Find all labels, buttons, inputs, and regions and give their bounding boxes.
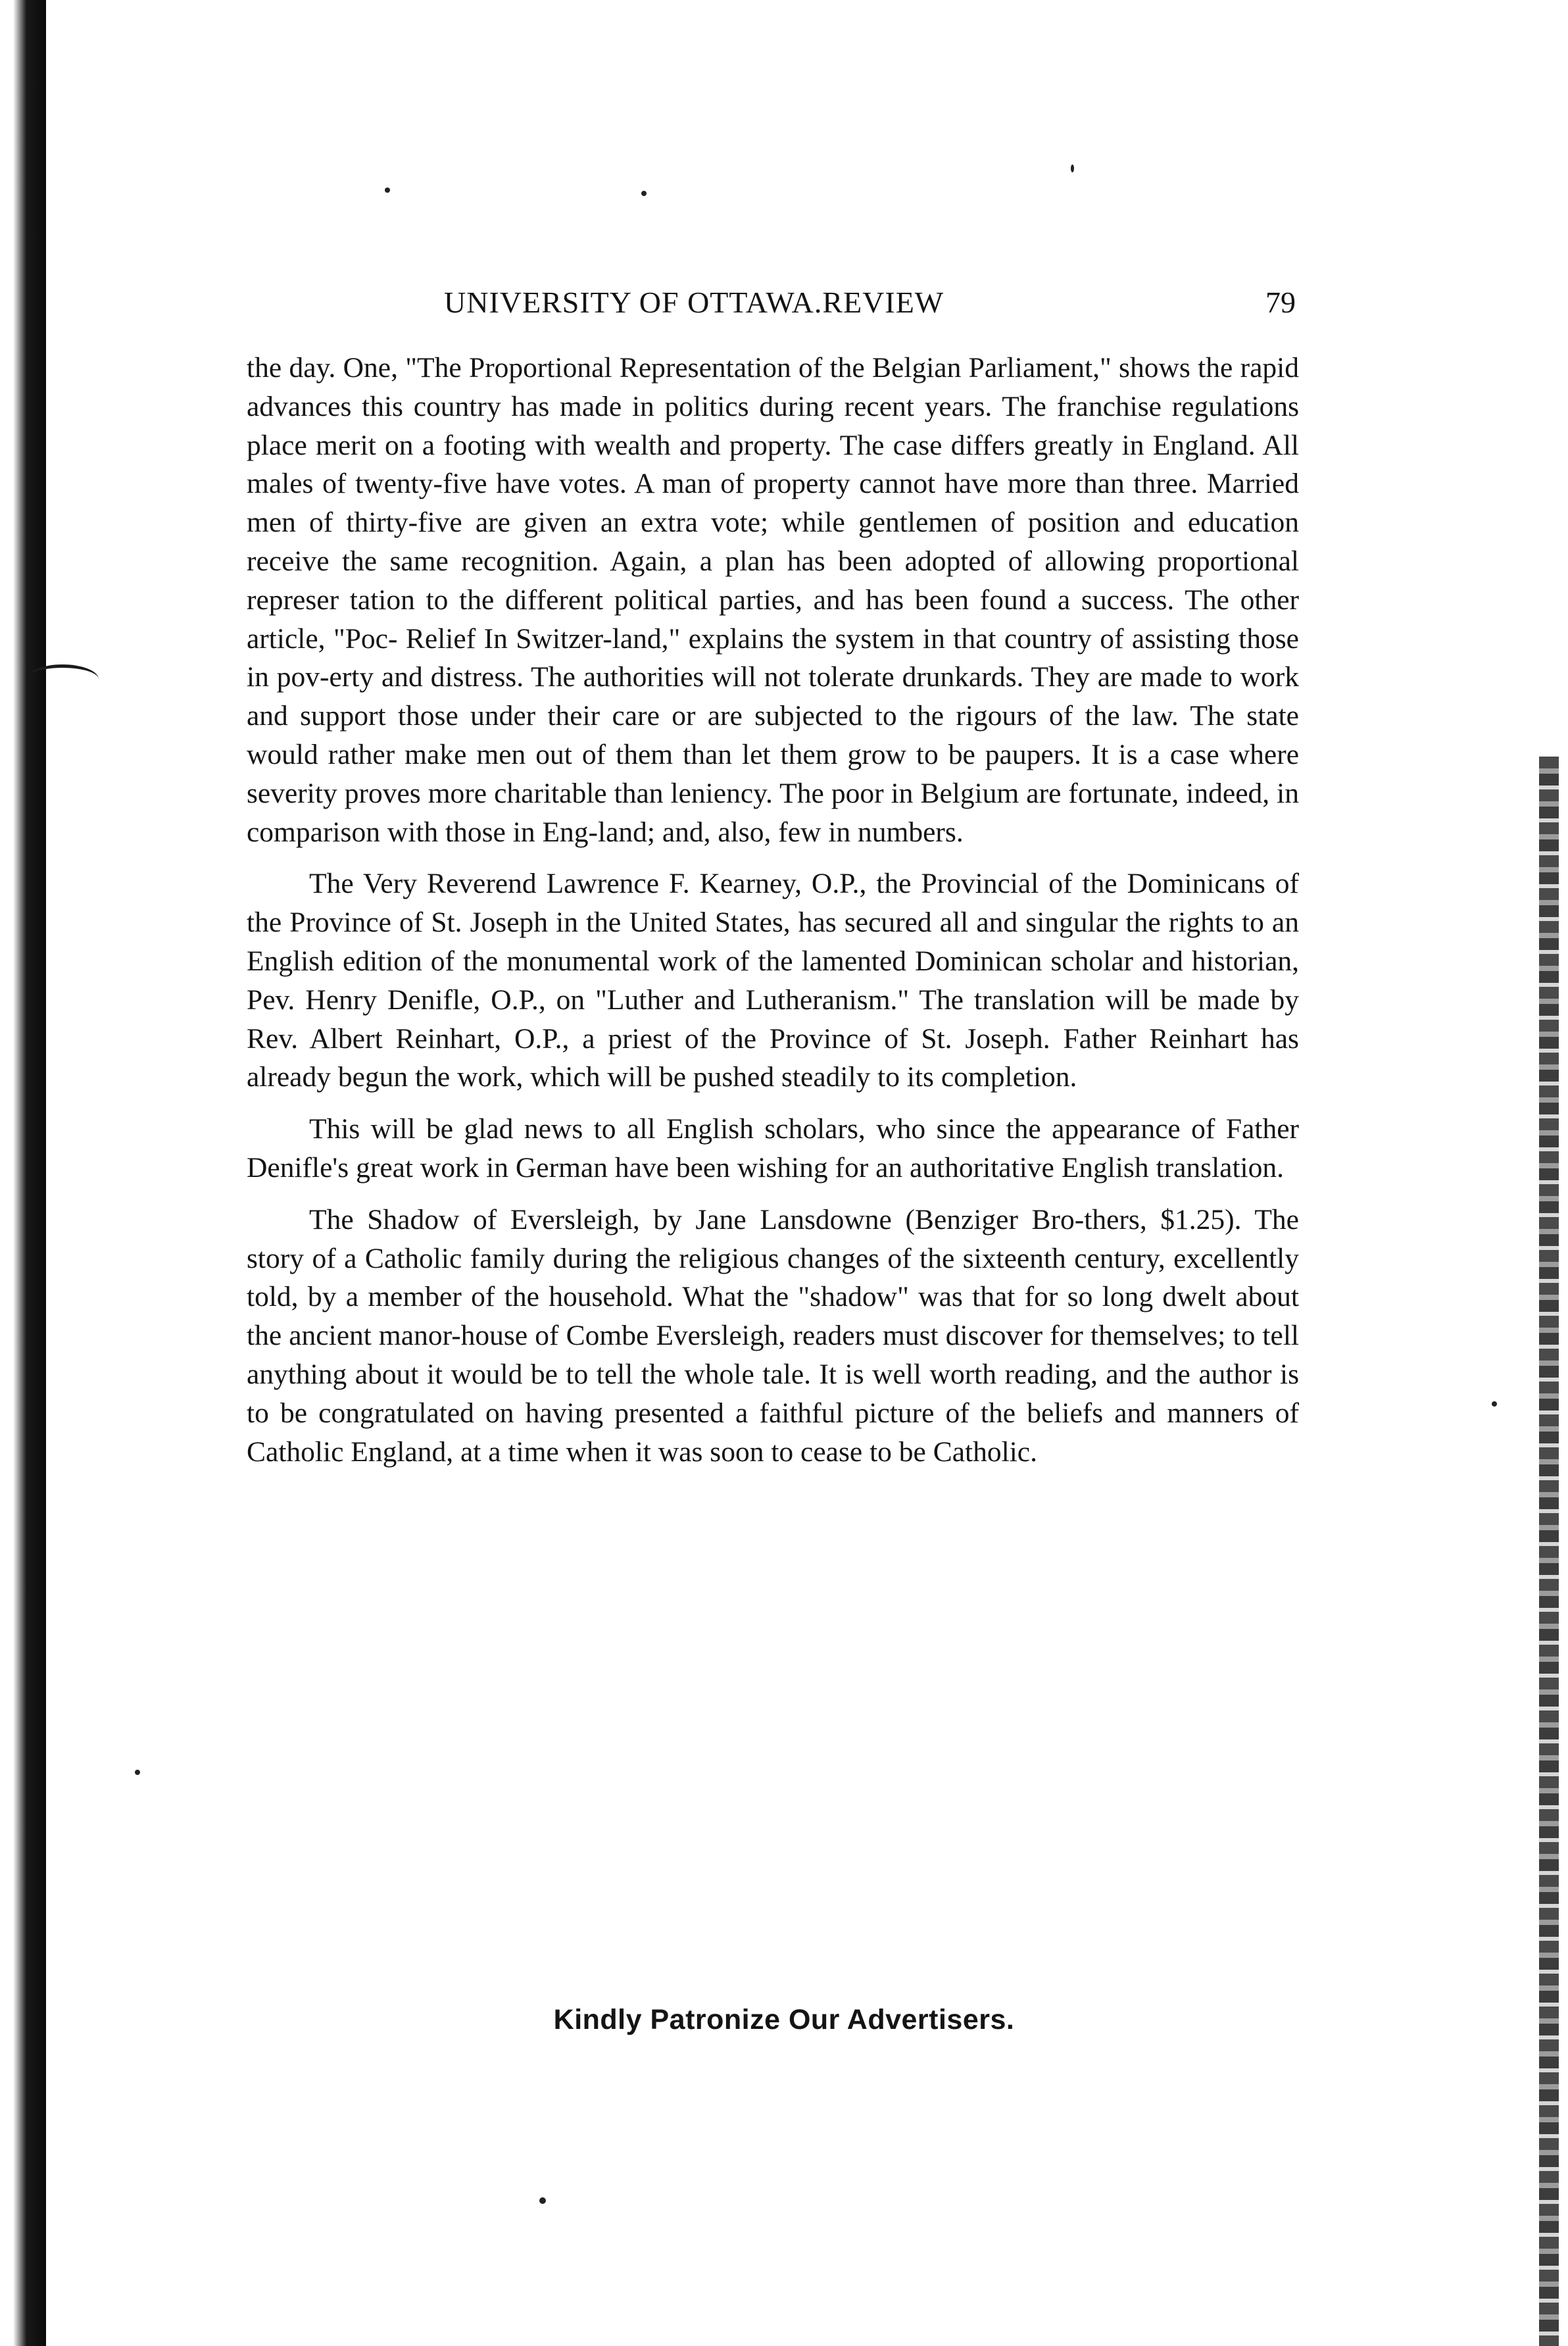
dust-speck xyxy=(641,191,647,196)
page-number: 79 xyxy=(1265,286,1296,319)
paragraph-shadow-of-eversleigh: The Shadow of Eversleigh, by Jane Lansdowne (Benziger Bro-thers, $1.25). The story of a Catholic family during the religious changes of the sixteenth century, excellently told, by a member of the household. What the "shadow" was that for so long dwelt about the ancient manor-house of Combe Eversleigh, readers must discover for themselves; to tell anything about it would be to tell the whole tale. It is well worth reading, and the author is to be congratulated on having presented a faithful picture of the beliefs and manners of Catholic England, at a time when it was soon to cease to be Catholic. xyxy=(247,1203,1299,1468)
dust-speck xyxy=(1071,164,1074,172)
dust-speck xyxy=(385,187,390,193)
page-header xyxy=(247,280,1296,326)
running-title: UNIVERSITY OF OTTAWA.REVIEW xyxy=(444,286,944,319)
dust-speck xyxy=(135,1770,140,1775)
dust-speck xyxy=(1492,1401,1497,1407)
binding-mark xyxy=(26,664,99,694)
paragraph-belgian-parliament: the day. One, "The Proportional Representation of the Belgian Parliament," shows the rapid advances this country has made in politics during recent years. The franchise regulations place merit on a footing with wealth and property. The case differs greatly in England. All males of twenty-five have votes. A man of property cannot have more than three. Married men of thirty-five are given an extra vote; while gentlemen of position and education receive the same recognition. Again, a plan has been adopted of allowing proportional represer tation to the different political parties, and has been found a success. The other article, "Poc- Relief In Switzer-land," explains the system in that country of assisting those in pov-erty and distress. The authorities will not tolerate drunkards. They are made to work and support those under their care or are subjected to the rigours of the law. The state would rather make men out of them than let them grow to be paupers. It is a case where severity proves more charitable than leniency. The poor in Belgium are fortunate, indeed, in comparison with those in Eng-land; and, also, few in numbers. xyxy=(247,352,1299,848)
dust-speck xyxy=(539,2197,546,2204)
page-edge-shadow xyxy=(1539,757,1559,2346)
paragraph-denifle-translation: The Very Reverend Lawrence F. Kearney, O.P., the Provincial of the Dominicans of the Province of St. Joseph in the United States, has secured all and singular the rights to an English edition of the monumental work of the lamented Dominican scholar and historian, Pev. Henry Denifle, O.P., on "Luther and Lutheranism." The translation will be made by Rev. Albert Reinhart, O.P., a priest of the Province of St. Joseph. Father Reinhart has already begun the work, which will be pushed steadily to its completion. xyxy=(247,868,1299,1093)
article-body xyxy=(247,349,1299,1471)
advertisers-notice: Kindly Patronize Our Advertisers. xyxy=(553,2004,1015,2035)
binding-edge-shadow xyxy=(0,0,46,2346)
paragraph-glad-news: This will be glad news to all English scholars, who since the appearance of Father Denifle's great work in German have been wishing for an authoritative English translation. xyxy=(247,1113,1299,1184)
